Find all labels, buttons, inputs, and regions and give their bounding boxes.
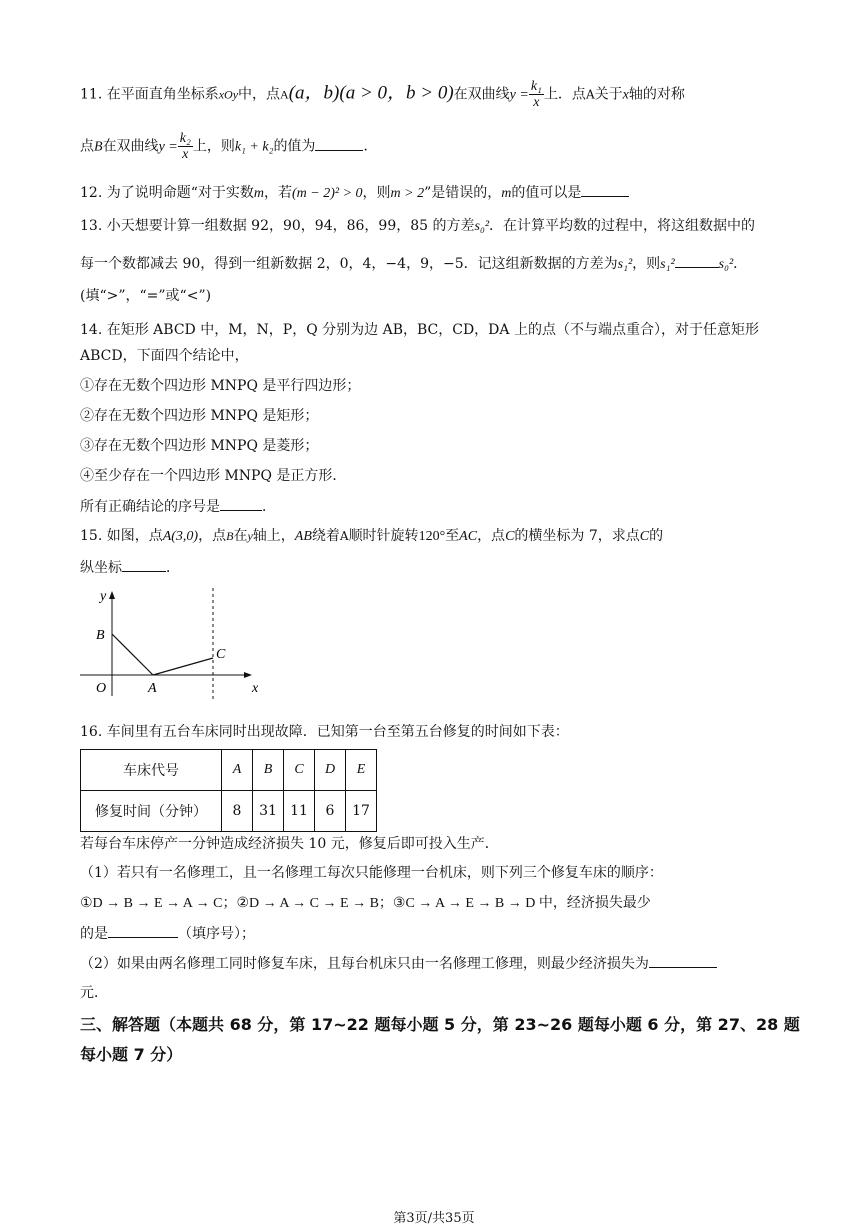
q11-text: 在双曲线 bbox=[102, 138, 159, 155]
q11-line1 bbox=[80, 79, 790, 110]
q15-ab: AB bbox=[294, 529, 312, 544]
q15-point-b: B bbox=[226, 529, 234, 543]
q15-text: 的横坐标为 7，求点 bbox=[514, 528, 640, 544]
q15-a: A bbox=[339, 529, 349, 543]
q11-sum: k₁ + k₂ bbox=[234, 139, 274, 155]
q12-text: 的值可以是 bbox=[511, 185, 582, 201]
q14-answer-blank[interactable] bbox=[220, 496, 262, 511]
q15-text: ，点 bbox=[477, 528, 506, 544]
table-row bbox=[81, 750, 377, 791]
q11-x: x bbox=[622, 87, 629, 103]
table-cell-time: 8 bbox=[222, 791, 253, 832]
label-b: B bbox=[96, 628, 105, 643]
q15-text: ． bbox=[166, 560, 180, 576]
table-cell-time: 17 bbox=[346, 791, 377, 832]
table-header-time: 修复时间（分钟） bbox=[81, 791, 222, 832]
q13-line3 bbox=[80, 286, 790, 306]
q11-y-eq: y = bbox=[158, 139, 178, 155]
label-a: A bbox=[148, 681, 157, 696]
page-number: 第3页/共35页 bbox=[393, 1211, 475, 1226]
q16-text: 元． bbox=[80, 985, 108, 1001]
table-header-code: 车床代号 bbox=[81, 750, 222, 791]
q15-angle: 120° bbox=[418, 529, 446, 544]
q15-text: 顺时针旋转 bbox=[348, 528, 419, 544]
q13-text: ． bbox=[733, 256, 748, 272]
q12-text: ，若 bbox=[264, 185, 292, 201]
q15-ac: AC bbox=[459, 529, 478, 544]
q15-text: 轴上， bbox=[252, 528, 295, 544]
segment-ac bbox=[153, 658, 213, 675]
q15-answer-blank[interactable] bbox=[122, 557, 166, 572]
q11-answer-blank[interactable] bbox=[315, 136, 363, 151]
table-cell-code: C bbox=[284, 750, 315, 791]
q13-s1: s₁² bbox=[617, 257, 633, 272]
q12-text: 12. 为了说明命题“对于实数 bbox=[80, 185, 254, 201]
q14-text: 所有正确结论的序号是 bbox=[80, 499, 220, 515]
q13-line1 bbox=[80, 216, 790, 237]
table-cell-code: D bbox=[315, 750, 346, 791]
q12-expr: (m − 2)² > 0 bbox=[292, 186, 363, 201]
q11-text: 上，则 bbox=[192, 138, 235, 155]
q16-orders-text: ①D → B → E → A → C；②D → A → C → E → B；③C → A → E → B → D 中，经济损失最少 bbox=[80, 896, 651, 911]
q13-text: ，则 bbox=[632, 256, 661, 272]
q11-point-a: A bbox=[585, 87, 595, 102]
q13-s1: s₁² bbox=[660, 257, 675, 272]
q11-point-a: A bbox=[280, 87, 289, 102]
q11-line2 bbox=[80, 131, 790, 162]
table-row bbox=[81, 791, 377, 832]
table-cell-code: B bbox=[253, 750, 284, 791]
q13-text: ．在计算平均数的过程中，将这组数据中的 bbox=[489, 218, 756, 234]
y-axis-arrow-icon bbox=[109, 591, 115, 599]
q11-fraction-k1 bbox=[529, 79, 544, 110]
q14-opt: ①存在无数个四边形 MNPQ 是平行四边形； bbox=[80, 378, 361, 394]
q11-coord: xOy bbox=[218, 87, 239, 102]
q16-note bbox=[80, 834, 790, 854]
q15-c: C bbox=[505, 529, 515, 544]
q13-text: 13. 小天想要计算一组数据 92，90，94，86，99，85 的方差 bbox=[80, 218, 475, 234]
q16-orders bbox=[80, 893, 790, 914]
q15-text: ，点 bbox=[198, 528, 227, 544]
q11-text: 关于 bbox=[594, 86, 623, 103]
q14-line1 bbox=[80, 320, 790, 340]
q11-text: 在双曲线 bbox=[453, 86, 510, 103]
q15-line2 bbox=[80, 557, 790, 578]
q14-text: 14. 在矩形 ABCD 中，M，N，P，Q 分别为边 AB，BC，CD，DA 上的点（不与端点重合），对于任意矩形 bbox=[80, 322, 759, 338]
q16-text: （1）若只有一名修理工，且一名修理工每次只能修理一台机床，则下列三个修复车床的顺序： bbox=[80, 865, 663, 881]
q13-text: 每一个数都减去 90，得到一组新数据 2，0，4，−4，9，−5．记这组新数据的方差为 bbox=[80, 256, 618, 272]
frac-den: x bbox=[182, 147, 189, 162]
q16-part2 bbox=[80, 953, 790, 974]
q13-s0: s₀² bbox=[474, 219, 490, 234]
q11-y-eq: y = bbox=[509, 87, 529, 103]
q11-text: 11. 在平面直角坐标系 bbox=[80, 86, 219, 103]
x-axis-arrow-icon bbox=[244, 672, 252, 678]
q12-text: ，则 bbox=[362, 185, 391, 201]
q16-text: （2）如果由两名修理工同时修复车床，且每台机床只由一名修理工修理，则最少经济损失为 bbox=[80, 956, 649, 972]
q16-answer-blank-2[interactable] bbox=[649, 953, 717, 968]
q16-text: （填序号）； bbox=[178, 926, 255, 942]
label-y: y bbox=[100, 589, 107, 604]
q14-opt: ④至少存在一个四边形 MNPQ 是正方形． bbox=[80, 468, 347, 484]
repair-time-table bbox=[80, 749, 377, 832]
q12-m: m bbox=[253, 186, 264, 201]
label-x: x bbox=[252, 681, 259, 696]
q15-y: y bbox=[247, 529, 253, 543]
q15-text: 在 bbox=[233, 528, 248, 544]
q11-text: 中，点 bbox=[238, 86, 281, 103]
q16-part1 bbox=[80, 863, 790, 883]
q14-option-2 bbox=[80, 406, 790, 426]
q15-figure bbox=[76, 584, 266, 700]
q11-text: 点 bbox=[80, 138, 94, 155]
table-cell-time: 11 bbox=[284, 791, 315, 832]
q15-text: 绕着 bbox=[311, 528, 340, 544]
q15-c: C bbox=[639, 529, 650, 544]
q11-condition: (a，b)(a > 0，b > 0) bbox=[288, 82, 454, 104]
q15-text: 15. 如图，点 bbox=[80, 528, 163, 544]
q13-line2 bbox=[80, 253, 790, 275]
q14-option-4 bbox=[80, 466, 790, 486]
q12-text: ”是错误的， bbox=[424, 185, 502, 201]
segment-ab bbox=[112, 634, 153, 675]
q14-opt: ②存在无数个四边形 MNPQ 是矩形； bbox=[80, 408, 319, 424]
label-c: C bbox=[216, 647, 226, 662]
q15-text: 的 bbox=[649, 528, 664, 544]
table-cell-time: 31 bbox=[253, 791, 284, 832]
q15-text: 纵坐标 bbox=[80, 560, 122, 576]
q14-ask bbox=[80, 496, 790, 517]
q14-text: ABCD，下面四个结论中， bbox=[80, 348, 249, 364]
q11-fraction-k2 bbox=[178, 131, 193, 162]
q12-m: m bbox=[501, 186, 512, 201]
frac-num: k₂ bbox=[179, 131, 191, 146]
q15-text: 至 bbox=[445, 528, 460, 544]
q15-line1 bbox=[80, 526, 790, 547]
q16-text: 若每台车床停产一分钟造成经济损失 10 元，修复后即可投入生产． bbox=[80, 836, 499, 852]
q14-text: ． bbox=[262, 499, 276, 515]
table-cell-time: 6 bbox=[315, 791, 346, 832]
q11-point-b: B bbox=[94, 139, 103, 155]
q14-option-1 bbox=[80, 376, 790, 396]
q13-hint: (填“>”，“=”或“<”) bbox=[80, 288, 212, 304]
q11-text: 的值为 bbox=[273, 138, 316, 155]
q16-intro bbox=[80, 722, 790, 742]
q15-point-a: A(3,0) bbox=[162, 529, 199, 544]
q11-text: 轴的对称 bbox=[628, 86, 685, 103]
q13-s0: s₀² bbox=[718, 257, 734, 272]
q12-answer-blank[interactable] bbox=[581, 182, 629, 197]
q11-text: ． bbox=[363, 138, 378, 155]
table-cell-code: E bbox=[346, 750, 377, 791]
q14-option-3 bbox=[80, 436, 790, 456]
label-o: O bbox=[96, 681, 107, 696]
q16-part2-end bbox=[80, 983, 790, 1003]
q14-opt: ③存在无数个四边形 MNPQ 是菱形； bbox=[80, 438, 319, 454]
frac-den: x bbox=[533, 95, 540, 110]
frac-num: k₁ bbox=[530, 79, 542, 94]
q16-answer-blank-1[interactable] bbox=[108, 923, 178, 938]
q12-line bbox=[80, 182, 790, 204]
q14-line2 bbox=[80, 346, 790, 366]
q11-text: 上．点 bbox=[543, 86, 586, 103]
q16-text: 的是 bbox=[80, 926, 108, 942]
section-title: 三、解答题（本题共 68 分，第 17~22 题每小题 5 分，第 23~26 题每小题 6 分，第 27、28 题 bbox=[80, 1015, 800, 1034]
q12-expr: m > 2 bbox=[390, 186, 425, 201]
table-cell-code: A bbox=[222, 750, 253, 791]
q16-part1-end bbox=[80, 923, 790, 944]
q13-answer-blank[interactable] bbox=[675, 253, 719, 268]
q16-text: 16. 车间里有五台车床同时出现故障．已知第一台至第五台修复的时间如下表： bbox=[80, 724, 569, 740]
section-title-cont: 每小题 7 分） bbox=[80, 1045, 183, 1064]
